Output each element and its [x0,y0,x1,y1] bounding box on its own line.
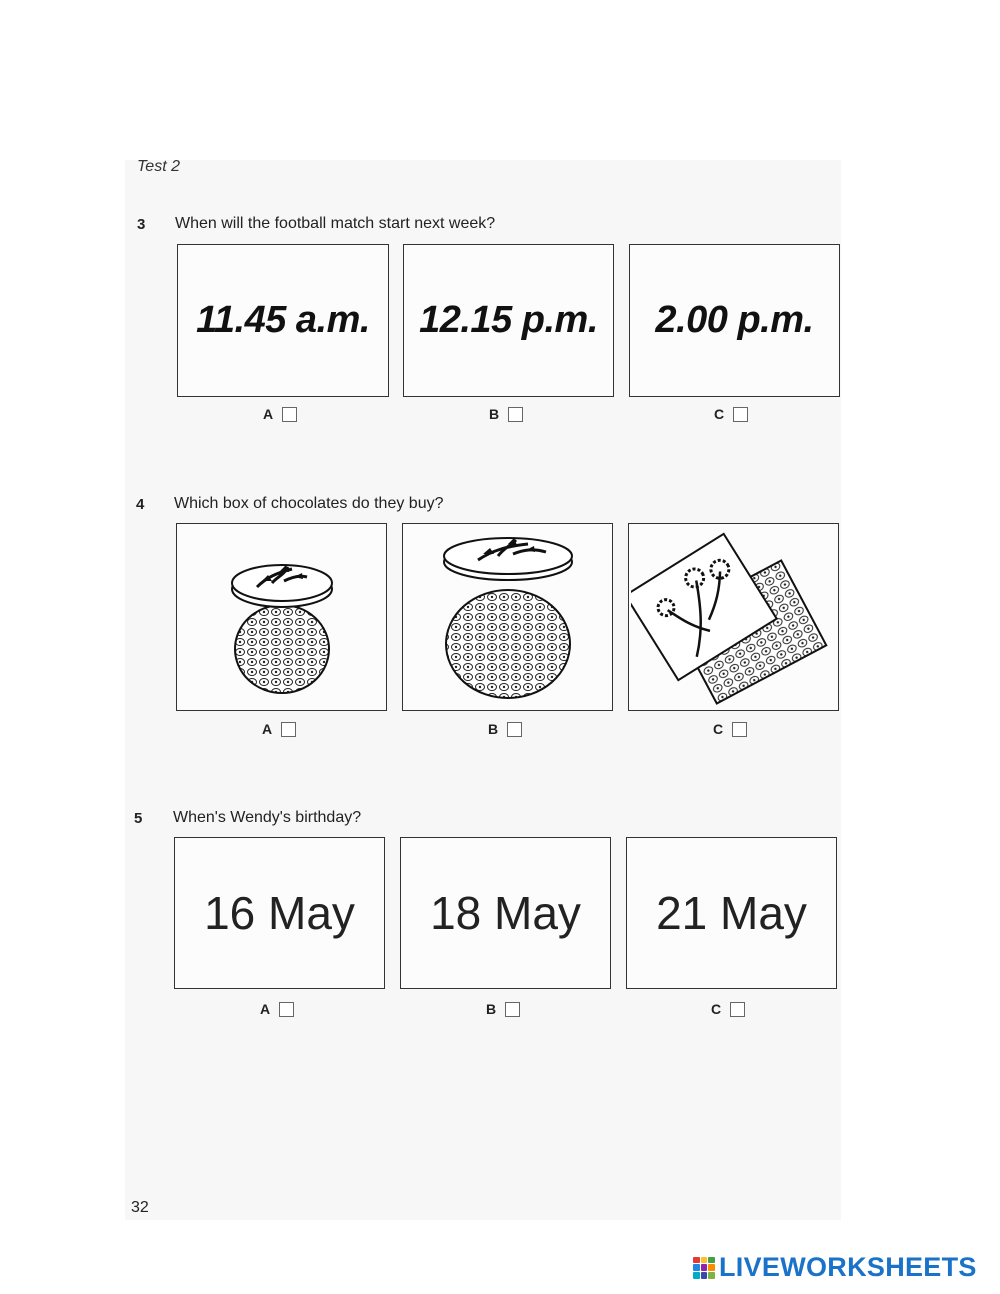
q4-option-c[interactable] [713,721,747,737]
q3-option-c-checkbox[interactable] [733,407,748,422]
question-4-number: 4 [136,496,145,513]
q4-option-a-checkbox[interactable] [281,722,296,737]
q3-option-a-checkbox[interactable] [282,407,297,422]
q4-option-c-box [628,523,839,711]
q4-option-b-box [402,523,613,711]
round-chocolate-box-large-icon [438,532,578,702]
question-3-number: 3 [137,216,146,233]
logo-tile [708,1264,715,1271]
question-5-text: When's Wendy's birthday? [173,809,362,826]
logo-tile [708,1257,715,1264]
question-5-number: 5 [134,810,143,827]
test-header: Test 2 [137,158,180,175]
q5-option-a-checkbox[interactable] [279,1002,294,1017]
liveworksheets-logo-icon [693,1257,715,1279]
q5-option-c-letter: C [711,1001,722,1017]
q4-option-c-checkbox[interactable] [732,722,747,737]
q3-option-a-box [177,244,389,397]
q3-option-b-checkbox[interactable] [508,407,523,422]
q4-option-b-letter: B [488,721,499,737]
logo-tile [693,1264,700,1271]
q4-option-c-letter: C [713,721,724,737]
q5-option-b-date: 18 May [430,887,581,939]
logo-tile [693,1272,700,1279]
q5-option-c[interactable] [711,1001,745,1017]
round-chocolate-box-small-icon [222,537,342,697]
q5-option-c-date: 21 May [656,887,807,939]
q4-option-a[interactable] [262,721,296,737]
logo-tile [701,1257,708,1264]
question-3-text: When will the football match start next week? [175,215,496,232]
rectangular-chocolate-box-icon [631,527,836,707]
q3-option-c-time: 2.00 p.m. [655,299,814,341]
q4-option-a-box [176,523,387,711]
liveworksheets-logo-text: LIVEWORKSHEETS [719,1252,977,1282]
q3-option-a[interactable] [263,406,297,422]
liveworksheets-logo[interactable] [693,1252,977,1283]
q5-option-a-date: 16 May [204,887,355,939]
q4-option-b[interactable] [488,721,522,737]
q5-option-b[interactable] [486,1001,520,1017]
logo-tile [693,1257,700,1264]
logo-tile [708,1272,715,1279]
q4-option-a-letter: A [262,721,273,737]
q5-option-c-checkbox[interactable] [730,1002,745,1017]
q5-option-b-checkbox[interactable] [505,1002,520,1017]
q5-option-a-letter: A [260,1001,271,1017]
q3-option-a-time: 11.45 a.m. [196,299,370,341]
q3-option-b-letter: B [489,406,500,422]
q3-option-c-letter: C [714,406,725,422]
page-number: 32 [131,1199,149,1216]
q3-option-a-letter: A [263,406,274,422]
logo-tile [701,1272,708,1279]
q3-option-b[interactable] [489,406,523,422]
q4-option-b-checkbox[interactable] [507,722,522,737]
q5-option-a[interactable] [260,1001,294,1017]
q5-option-c-box [626,837,837,989]
logo-tile [701,1264,708,1271]
question-4-text: Which box of chocolates do they buy? [174,495,444,512]
q3-option-b-box [403,244,614,397]
q5-option-a-box [174,837,385,989]
q3-option-c-box [629,244,840,397]
q3-option-b-time: 12.15 p.m. [419,299,598,341]
q3-option-c[interactable] [714,406,748,422]
q5-option-b-box [400,837,611,989]
q5-option-b-letter: B [486,1001,497,1017]
